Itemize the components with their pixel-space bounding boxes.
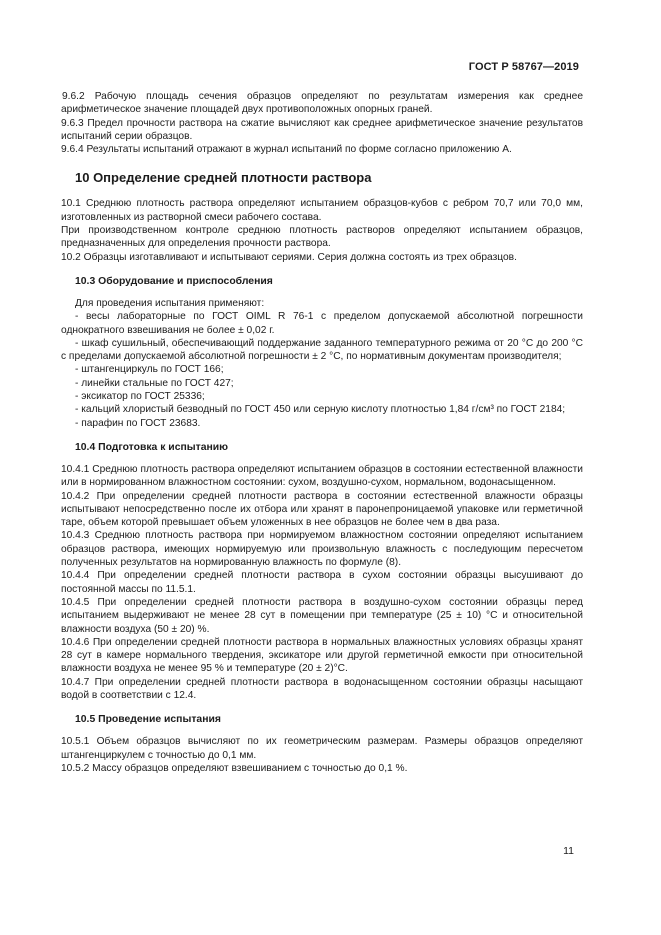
clause-10-4-3: 10.4.3 Среднюю плотность раствора при нормируемом влажностном состоянии определяют испытанием образцов раствора, имеющих нормируемую или произвольную влажность с последующим пересчетом полученных результатов на нормированную влажность по формуле (8). bbox=[61, 530, 583, 569]
clause-10-4-2: 10.4.2 При определении средней плотности раствора в состоянии естественной влажности образцы испытывают непосредственно после их отбора или хранят в паронепроницаемой упаковке или герметичной таре, объем которой превышает объем уложенных в нее образцов не более чем в два раза. bbox=[61, 490, 583, 529]
equipment-item-desiccator: - эксикатор по ГОСТ 25336; bbox=[75, 391, 205, 403]
clause-10-2: 10.2 Образцы изготавливают и испытывают сериями. Серия должна состоять из трех образцов. bbox=[61, 251, 517, 263]
clause-10-5-1: 10.5.1 Объем образцов вычисляют по их геометрическим размерам. Размеры образцов определяют штангенциркулем с точностью до 0,1 мм. bbox=[61, 736, 583, 761]
section-10-3-heading: 10.3 Оборудование и приспособления bbox=[75, 275, 273, 287]
clause-10-4-5: 10.4.5 При определении средней плотности раствора в воздушно-сухом состоянии образцы перед испытанием выдерживают не менее 28 сут в помещении при температуре (25 ± 10) °С и относительной влажности воздуха (50 ± 20) %. bbox=[61, 596, 583, 635]
clause-9-6-2: 9.6.2 Рабочую площадь сечения образцов определяют по результатам измерения как среднее арифметическое значение площадей двух противоположных опорных граней. bbox=[61, 91, 583, 116]
equipment-item-paraffin: - парафин по ГОСТ 23683. bbox=[75, 417, 201, 429]
section-10-4-heading: 10.4 Подготовка к испытанию bbox=[75, 441, 229, 453]
page-number: 11 bbox=[563, 845, 574, 857]
clause-10-1: 10.1 Среднюю плотность раствора определяют испытанием образцов-кубов с ребром 70,7 или 70,0 мм, изготовленных из растворной смеси рабочего состава. bbox=[61, 198, 583, 223]
clause-10-1-production-control: При производственном контроле среднюю плотность растворов определяют испытанием образцов, предназначенных для определения прочности раствора. bbox=[61, 225, 583, 250]
clause-10-4-1: 10.4.1 Среднюю плотность раствора определяют испытанием образцов в состоянии естественной влажности или в нормированном влажностном состоянии: сухом, воздушно-сухом, нормальном, водонасыщенном. bbox=[61, 463, 583, 489]
equipment-item-drying-oven: - шкаф сушильный, обеспечивающий поддержание заданного температурного режима от 20 °С до 200 °С с пределами допускаемой абсолютной погрешности ± 2 °С, по нормативным документам производителя; bbox=[61, 337, 583, 363]
clause-10-4-4: 10.4.4 При определении средней плотности раствора в сухом состоянии образцы высушивают до постоянной массы по 11.5.1. bbox=[61, 570, 583, 595]
clause-9-6-3: 9.6.3 Предел прочности раствора на сжатие вычисляют как среднее арифметическое значение результатов испытаний серии образцов. bbox=[61, 117, 583, 142]
equipment-item-caliper: - штангенциркуль по ГОСТ 166; bbox=[75, 364, 224, 376]
clause-9-6-4: 9.6.4 Результаты испытаний отражают в журнал испытаний по форме согласно приложению А. bbox=[61, 144, 512, 156]
clause-10-4-7: 10.4.7 При определении средней плотности раствора в водонасыщенном состоянии образцы насыщают водой в соответствии с 12.4. bbox=[61, 676, 583, 701]
section-10-5-heading: 10.5 Проведение испытания bbox=[75, 714, 221, 726]
document-code-header: ГОСТ Р 58767—2019 bbox=[468, 61, 579, 73]
clause-10-4-6: 10.4.6 При определении средней плотности раствора в нормальных влажностных условиях образцы хранят 28 сут в камере нормального твердения, эксикаторе или другой герметичной емкости при относительной влажности воздуха не менее 95 % и температуре (20 ± 2)°С. bbox=[61, 636, 583, 675]
document-body bbox=[61, 90, 583, 775]
equipment-item-calcium-chloride: - кальций хлористый безводный по ГОСТ 450 или серную кислоту плотностью 1,84 г/см³ по ГОСТ 2184; bbox=[75, 404, 566, 416]
equipment-item-scales: - весы лабораторные по ГОСТ OIML R 76-1 с пределом допускаемой абсолютной погрешности однократного взвешивания не более ± 0,02 г. bbox=[61, 311, 583, 336]
section-10-heading: 10 Определение средней плотности раствора bbox=[75, 170, 372, 186]
equipment-intro: Для проведения испытания применяют: bbox=[75, 297, 265, 309]
clause-10-5-2: 10.5.2 Массу образцов определяют взвешиванием с точностью до 0,1 %. bbox=[61, 762, 408, 774]
equipment-item-rulers: - линейки стальные по ГОСТ 427; bbox=[75, 377, 234, 389]
